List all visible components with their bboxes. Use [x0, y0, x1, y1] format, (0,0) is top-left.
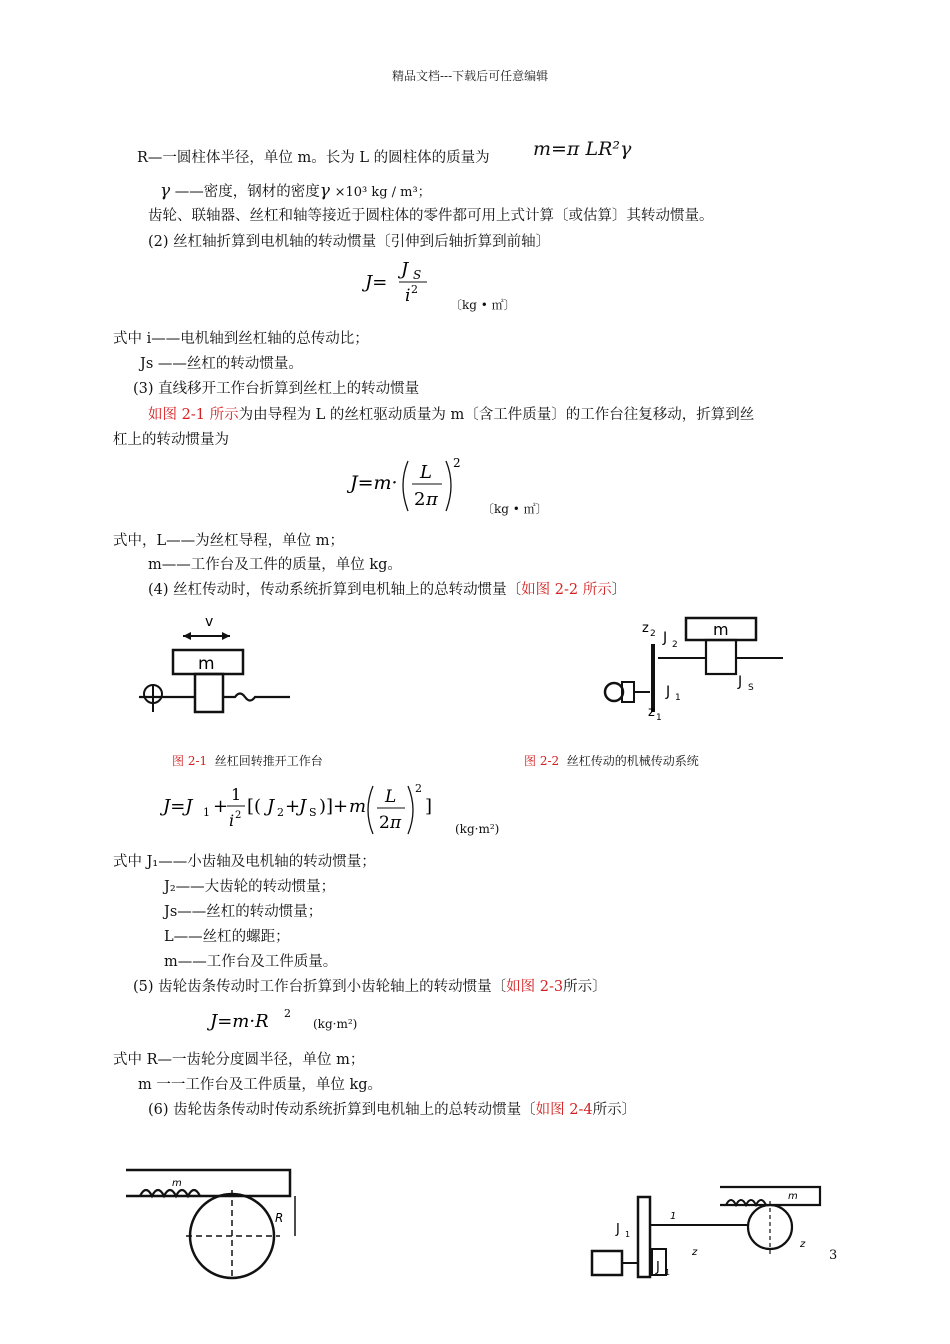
svg-text:z: z — [648, 705, 655, 720]
section-heading: (6) 齿轮齿条传动时传动系统折算到电机轴上的总转动惯量〔如图 2-4所示〕 — [148, 1102, 637, 1118]
svg-text:S: S — [748, 683, 754, 693]
text-line: m——工作台及工件的质量，单位 kg。 — [148, 557, 402, 573]
text-line: 式中 R—一齿轮分度圆半径，单位 m； — [113, 1052, 365, 1068]
section-heading: (3) 直线移开工作台折算到丝杠上的转动惯量 — [133, 381, 420, 397]
text-line: Js——丝杠的转动惯量； — [164, 904, 323, 920]
section-heading: (4) 丝杠传动时，传动系统折算到电机轴上的总转动惯量〔如图 2-2 所示〕 — [148, 582, 627, 598]
svg-text:2: 2 — [415, 782, 422, 795]
svg-text:J=m·R: J=m·R — [210, 1011, 269, 1032]
svg-text:2: 2 — [277, 806, 284, 819]
svg-text:2: 2 — [379, 813, 390, 833]
svg-text:m: m — [198, 654, 215, 674]
svg-text:2: 2 — [650, 629, 656, 639]
svg-text:+: + — [213, 796, 229, 817]
svg-text:J: J — [267, 796, 275, 817]
formula-total-inertia — [163, 780, 443, 835]
text-line: Js ——丝杠的转动惯量。 — [140, 356, 303, 372]
svg-text:J: J — [663, 630, 668, 646]
svg-text:z: z — [692, 1247, 698, 1258]
unit-label: 〔kg • ㎡〕 — [482, 502, 548, 516]
svg-text:m: m — [788, 1191, 798, 1202]
svg-text:2: 2 — [411, 283, 418, 296]
text-line: 式中 i——电机轴到丝杠轴的总传动比； — [113, 331, 369, 347]
text-line: 式中，L——为丝杠导程，单位 m； — [113, 533, 344, 549]
svg-text:J: J — [401, 259, 409, 280]
svg-text:J: J — [616, 1222, 620, 1237]
svg-text:L: L — [420, 462, 432, 483]
text-line: J₂——大齿轮的转动惯量； — [164, 879, 336, 895]
svg-text:i: i — [405, 286, 411, 306]
svg-text:m: m — [172, 1178, 182, 1189]
section-heading: (5) 齿轮齿条传动时工作台折算到小齿轮轴上的转动惯量〔如图 2-3所示〕 — [133, 979, 607, 995]
formula-j-js-i2 — [365, 255, 445, 305]
unit-label: 〔kg • ㎡〕 — [450, 298, 516, 312]
svg-text:z: z — [800, 1239, 806, 1250]
text-line: R—一圆柱体半径，单位 m。长为 L 的圆柱体的质量为 — [137, 150, 490, 166]
svg-text:2: 2 — [414, 489, 426, 510]
text-line: m——工作台及工件质量。 — [164, 954, 338, 970]
svg-text:1: 1 — [231, 785, 242, 804]
svg-text:1: 1 — [670, 1211, 677, 1222]
svg-text:1: 1 — [656, 713, 662, 723]
svg-text:1: 1 — [203, 806, 210, 819]
svg-text:1: 1 — [675, 693, 681, 703]
svg-text:]: ] — [425, 796, 433, 817]
text-line: 杠上的转动惯量为 — [113, 432, 229, 448]
svg-text:)]+: )]+ — [319, 796, 349, 817]
svg-text:J: J — [299, 796, 307, 817]
svg-text:S: S — [309, 806, 317, 819]
svg-text:J: J — [738, 674, 743, 690]
svg-text:m: m — [713, 620, 729, 639]
text-line: 式中 J₁——小齿轴及电机轴的转动惯量； — [113, 854, 376, 870]
svg-text:1: 1 — [625, 1230, 631, 1239]
unit-label: (kg·m²) — [313, 1017, 358, 1031]
svg-text:J=: J= — [365, 272, 388, 293]
svg-text:π: π — [426, 489, 438, 510]
svg-text:S: S — [413, 268, 422, 282]
page-number: 3 — [829, 1248, 838, 1263]
text-line: m 一一工作台及工件质量，单位 kg。 — [138, 1077, 383, 1093]
formula-mass: m=π LR²γ — [533, 138, 632, 160]
text-line: 齿轮、联轴器、丝杠和轴等接近于圆柱体的零件都可用上式计算〔或估算〕其转动惯量。 — [148, 208, 714, 224]
svg-text:J=m·: J=m· — [350, 472, 398, 494]
text-line: 如图 2-1 所示为由导程为 L 的丝杠驱动质量为 m〔含工件质量〕的工作台往复移动，折算到丝 — [148, 407, 755, 423]
figure-caption: 图 2-2 丝杠传动的机械传动系统 — [524, 754, 699, 768]
figure-2-2 — [598, 612, 788, 722]
formula-j-m-r2 — [210, 1005, 310, 1035]
svg-text:2: 2 — [672, 640, 678, 650]
svg-text:+: + — [285, 796, 301, 817]
svg-text:2: 2 — [284, 1007, 291, 1020]
text-line: L——丝杠的螺距； — [164, 929, 290, 945]
section-heading: (2) 丝杠轴折算到电机轴的转动惯量〔引伸到后轴折算到前轴〕 — [148, 234, 551, 250]
svg-text:R: R — [275, 1211, 284, 1225]
svg-text:v: v — [205, 614, 214, 630]
page-header: 精品文档---下载后可任意编辑 — [392, 69, 549, 83]
figure-caption: 图 2-1 丝杠回转推开工作台 — [172, 754, 323, 768]
svg-text:J: J — [656, 1260, 660, 1275]
svg-text:1: 1 — [665, 1268, 671, 1277]
formula-j-m-l-2pi — [350, 455, 470, 515]
figure-2-4 — [590, 1175, 830, 1290]
figure-2-3 — [120, 1160, 310, 1280]
svg-text:2: 2 — [235, 810, 242, 821]
text-line: γ ——密度，钢材的密度γ ×10³ kg / m³； — [160, 181, 431, 201]
unit-label: (kg·m²) — [455, 822, 500, 836]
svg-text:2: 2 — [453, 456, 461, 470]
svg-text:π: π — [390, 813, 402, 833]
svg-text:z: z — [642, 621, 649, 636]
svg-text:J: J — [666, 684, 671, 700]
svg-text:[(: [( — [247, 796, 262, 817]
svg-text:J=J: J=J — [163, 796, 193, 817]
svg-text:L: L — [385, 787, 397, 807]
svg-text:i: i — [229, 811, 235, 830]
figure-2-1 — [135, 612, 295, 722]
svg-text:m: m — [349, 796, 367, 817]
